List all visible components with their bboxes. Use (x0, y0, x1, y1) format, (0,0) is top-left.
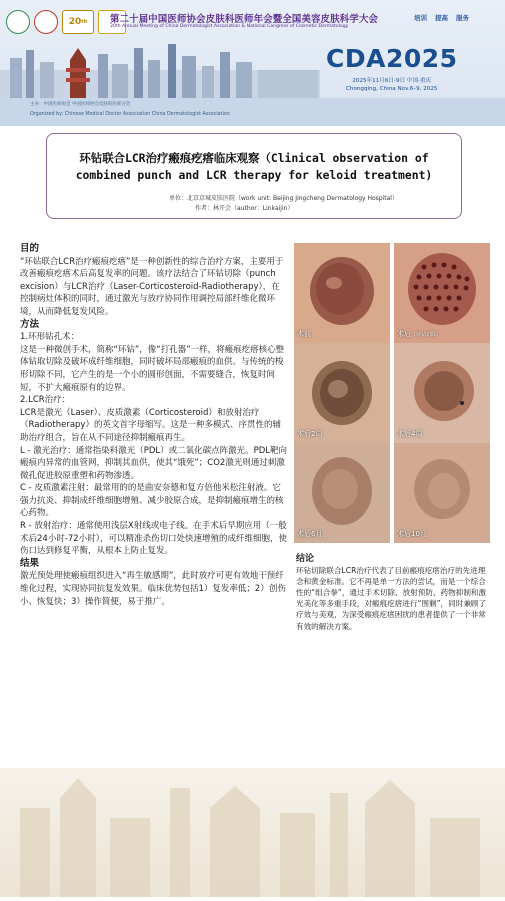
header-nav (414, 13, 469, 22)
lcr-heading: 2.LCR治疗： (20, 395, 71, 406)
cda-logo-text: CDA2025 (326, 44, 458, 73)
poster-body (20, 243, 288, 608)
lcr-text: LCR是激光（Laser）、皮质激素（Corticosteroid）和放射治疗（Radiotherapy）的英文首字母缩写。这是一种多模式、序贯性的辅助治疗组合，旨在从不同途径抑制瘢痕再生。 (20, 407, 281, 443)
photo-after-punch (394, 243, 490, 343)
result-heading: 结果 (20, 557, 40, 569)
bottom-decoration (0, 768, 505, 897)
photo-6-months (294, 443, 390, 543)
conference-subtitle: 20th Annual Meeting of China Dermatologist Association & National Congress of Cosmetic Dermatology (110, 24, 349, 29)
conference-title: 第二十届中国医师协会皮肤科医师年会暨全国美容皮肤科学大会 (110, 14, 379, 25)
author: 作者：林开会（author：Linkaijin） (195, 205, 294, 212)
conference-dates (346, 77, 437, 93)
poster-title-line2: combined punch and LCR therapy for keloid treatment) (75, 168, 433, 182)
organizer-en: Organized by: Chinese Medical Doctor Association China Dermatologist Association (30, 112, 230, 117)
method-heading: 方法 (20, 318, 40, 330)
photo-before-label: 术前 (297, 330, 311, 338)
corticosteroid-text: C - 皮质激素注射：最常用的的是曲安奈德和复方倍他米松注射液。它强力抗炎、抑制成纤维细胞增殖、减少胶原合成，是抑制瘢痕增生的核心药物。 (20, 483, 284, 519)
date-cn: 2025年11月6日-9日 中国·重庆 (352, 78, 432, 84)
anniversary-number: 20 (68, 17, 82, 27)
nav-service[interactable]: 服务 (456, 14, 469, 22)
logo-group (6, 10, 126, 34)
conclusion-heading: 结论 (296, 554, 315, 564)
photo-2-weeks (294, 343, 390, 443)
photo-6-months-label: 术后6月 (297, 530, 323, 538)
nav-improve[interactable]: 提高 (435, 14, 448, 22)
conclusion-block (296, 554, 488, 632)
organizer-cn: 主办：中国医师协会 中国医师协会皮肤科医师分会 (30, 102, 131, 107)
photo-after-punch-label (397, 329, 441, 339)
laser-text: L - 激光治疗：通常指染料激光（PDL）或二氧化碳点阵激光。PDL靶向瘢痕内异常的血管网，抑制其血供，使其“饿死”；CO2激光则通过刺激微孔促进胶原重塑和药物渗透。 (20, 445, 288, 481)
date-en: Chongqing, China Nov.6–9, 2025 (346, 86, 438, 92)
radiotherapy-text: R - 放射治疗：通常使用浅层X射线或电子线。在手术后早期应用（一般术后24小时-72小时），可以精准杀伤切口处快速增殖的成纤维细胞，使伤口达到修复平衡，从根本上防止复发。 (20, 521, 287, 557)
photo-4-weeks-label: 术后4周 (397, 430, 423, 438)
photo-before (294, 243, 390, 343)
photo-10-months (394, 443, 490, 543)
cma-logo (6, 10, 30, 34)
work-unit: 单位：北京京城皮肤医院（work unit: Beijing Jingcheng Dermatology Hospital） (169, 195, 398, 202)
result-text: 激光预处理使瘢痕组织进入“再生敏感期”，此时放疗可更有效地干预纤维化过程，实现协同抗复发效果。临床优势包括1）复发率低；2）创伤小、恢复快；3）操作简便，易于推广。 (20, 571, 286, 607)
photo-4-weeks (394, 343, 490, 443)
chongqing-skyline-illustration (0, 40, 320, 100)
anniversary-suffix: th (81, 19, 88, 25)
objective-text: “环钻联合LCR治疗瘢痕疙瘩”是一种创新性的综合治疗方案，主要用于改善瘢痕疙瘩术后高复发率的问题。该疗法结合了环钻切除（punch excision）与LCR治疗（Laser-Corticosteroid-Radiotherapy），在控制病灶体积的同时，通过激光与放疗协同作用调控局部纤维化微环境，从而降低复发风险。 (20, 256, 284, 317)
poster-title-line1: 环钻联合LCR治疗瘢痕疙瘩临床观察（Clinical observation of (79, 151, 429, 165)
objective-heading: 目的 (20, 243, 40, 254)
cda-logo (34, 10, 58, 34)
photo-after-punch-note: （环钻切除） (411, 332, 442, 338)
bottom-skyline-illustration (0, 768, 505, 897)
photo-2-weeks-label: 术后2周 (297, 430, 323, 438)
punch-text: 这是一种微创手术，简称“环钻”，像“打孔器”一样，将瘢痕疙瘩核心整体钻取切除及破坏成纤维细胞，同时破坏局部瘢痕的血供。与传统的梭形切除不同，它产生的是一个小的圆形创面，不需要缝合，恢复时间短，不扩大瘢痕原有的边界。 (20, 344, 285, 393)
photo-after-punch-label-main: 术后 (397, 330, 411, 338)
punch-heading: 1.环形钻孔术： (20, 332, 80, 343)
conclusion-text: 环钻切除联合LCR治疗代表了目前瘢痕疙瘩治疗的先进理念和黄金标准。它不再是单一方法的尝试，而是一个综合性的“组合拳”，通过手术切除、放射预防、药物抑制和激光美化等多重手段，对瘢痕疙瘩进行“围剿”，同时兼顾了疗效与美观，为深受瘢痕疙瘩困扰的患者提供了一个非常有效的解决方案。 (296, 566, 487, 631)
poster-title-box (46, 133, 462, 219)
photo-10-months-label: 术后10月 (397, 530, 427, 538)
nav-training[interactable]: 培训 (414, 14, 427, 22)
anniversary-logo (62, 10, 94, 34)
